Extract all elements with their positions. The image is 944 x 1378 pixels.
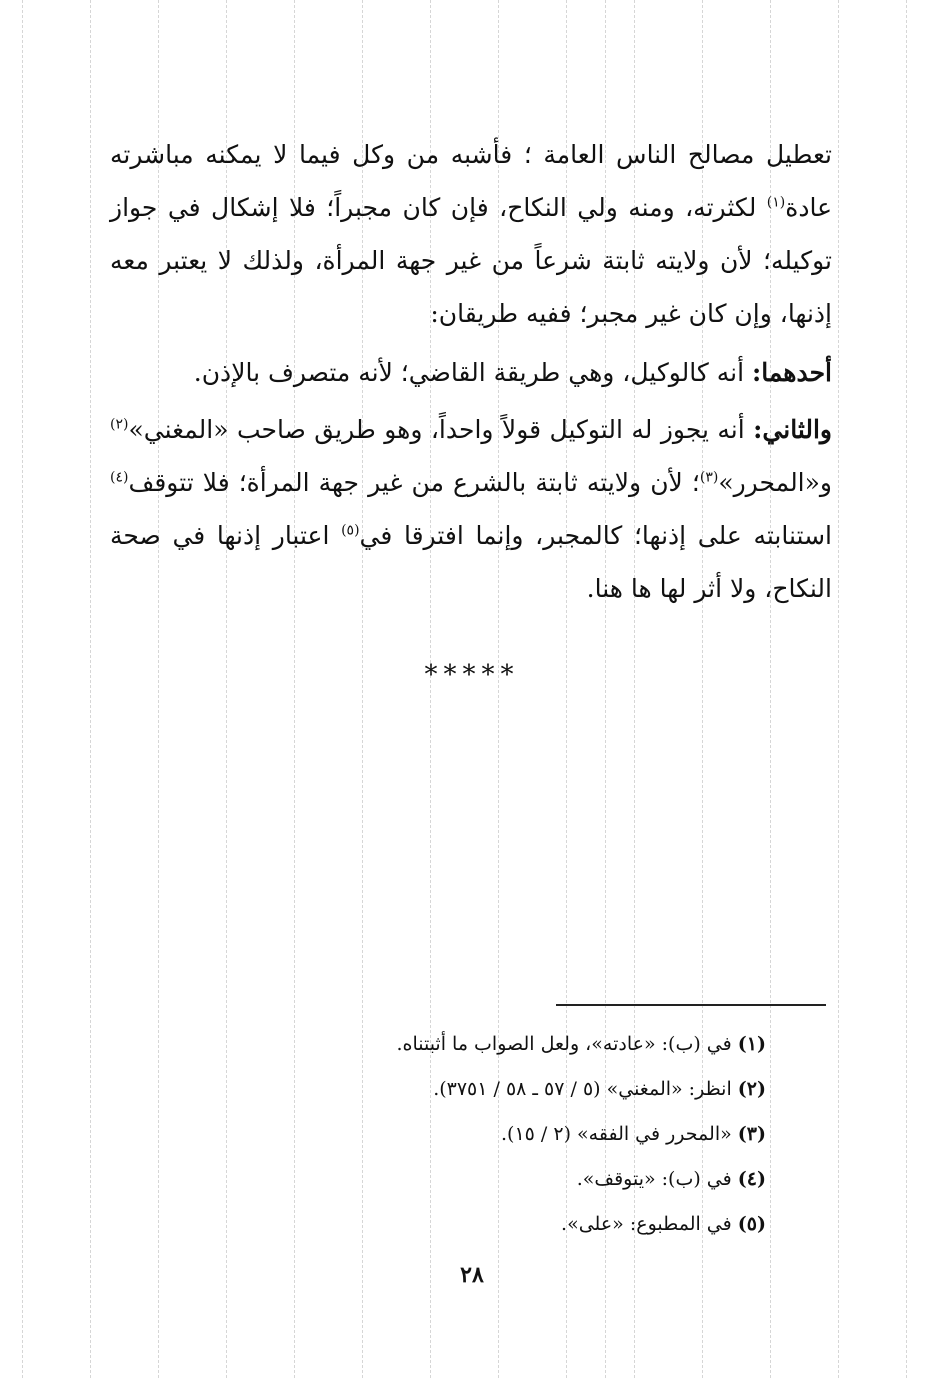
footnote-text: «المحرر في الفقه» (٢ / ١٥). <box>501 1123 732 1145</box>
footnote-item <box>300 1067 766 1112</box>
paragraph-2-text: أنه كالوكيل، وهي طريقة القاضي؛ لأنه متصرف بالإذن. <box>193 358 745 387</box>
page-number: ٢٨ <box>460 1262 484 1288</box>
paragraph-3-text-4: استنابته على إذنها؛ كالمجبر، وإنما افترقا في <box>359 521 832 550</box>
footnote-text: في (ب): «عادته»، ولعل الصواب ما أثبتناه. <box>396 1033 732 1055</box>
footnote-number: (٤) <box>737 1168 766 1190</box>
paragraph-3-lead: والثاني: <box>753 415 832 444</box>
footnote-number: (١) <box>737 1033 766 1055</box>
footnote-text: في (ب): «يتوقف». <box>576 1168 732 1190</box>
footnote-number: (٥) <box>737 1213 766 1235</box>
paragraph-3-text-5: اعتبار إذنها في صحة النكاح، ولا أثر لها ها هنا. <box>110 521 832 603</box>
paragraph-3-text-2: و«المحرر» <box>718 468 832 497</box>
footnote-ref-3[interactable]: (٣) <box>699 469 719 486</box>
paragraph-2 <box>110 346 832 399</box>
paragraph-1-text: تعطيل مصالح الناس العامة ؛ فأشبه من وكل فيما لا يمكنه مباشرته عادة <box>110 140 832 222</box>
footnote-divider <box>556 1004 826 1006</box>
paragraph-2-lead: أحدهما: <box>751 358 832 387</box>
footnote-ref-1[interactable]: (١) <box>766 194 786 211</box>
page-body <box>110 128 832 619</box>
footnote-text: انظر: «المغني» (٥ / ٥٧ ـ ٥٨ / ٣٧٥١). <box>433 1078 732 1100</box>
paragraph-3-text-3: ؛ لأن ولايته ثابتة بالشرع من غير جهة المرأة؛ فلا تتوقف <box>128 468 700 497</box>
footnote-item <box>300 1202 766 1247</box>
footnote-ref-2[interactable]: (٢) <box>110 416 129 433</box>
section-separator: ***** <box>424 660 520 690</box>
footnote-ref-4[interactable]: (٤) <box>110 469 129 486</box>
footnote-ref-5[interactable]: (٥) <box>341 522 360 539</box>
paragraph-3-text-1: أنه يجوز له التوكيل قولاً واحداً، وهو طريق صاحب «المغني» <box>128 415 745 444</box>
footnote-item <box>300 1157 766 1202</box>
footnote-number: (٣) <box>737 1123 766 1145</box>
footnote-item <box>300 1112 766 1157</box>
paragraph-1 <box>110 128 832 340</box>
paragraph-1-text-continued: لكثرته، ومنه ولي النكاح، فإن كان مجبراً؛ فلا إشكال في جواز توكيله؛ لأن ولايته ثابتة شرعاً من غير جهة المرأة، ولذلك لا يعتبر معه إذنها، وإن كان غير مجبر؛ ففيه طريقان: <box>110 193 832 328</box>
footnote-item <box>300 1022 766 1067</box>
paragraph-3 <box>110 403 832 615</box>
footnote-text: في المطبوع: «على». <box>561 1213 732 1235</box>
footnote-number: (٢) <box>737 1078 766 1100</box>
footnotes <box>300 1022 766 1247</box>
